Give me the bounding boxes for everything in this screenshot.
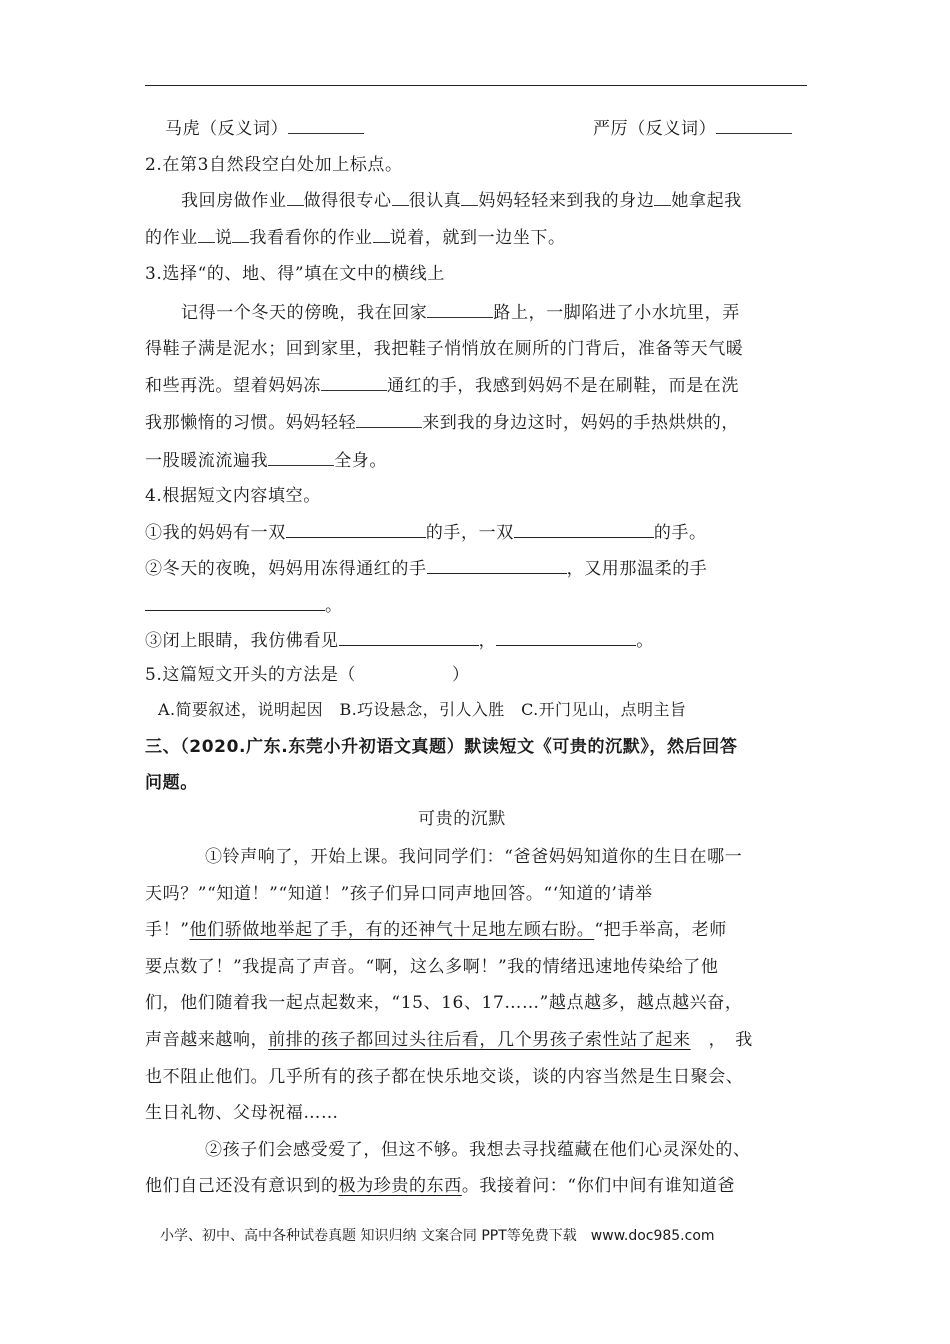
q5-title xyxy=(145,663,807,687)
passage-line: 要点数了！”我提高了声音。“啊，这么多啊！”我的情绪迅速地传染给了他 xyxy=(145,957,719,977)
passage-text: “把手举高，老师 xyxy=(594,920,727,940)
passage-line: 们，他们随着我一起点起数来，“15、16、17……”越点越多，越点越兴奋， xyxy=(145,993,743,1013)
q2-text: 说着，就到一边坐下。 xyxy=(389,228,566,248)
q2-text: 我回房做作业 xyxy=(181,191,287,211)
passage-text: ②孩子们会感受爱了，但这不够。我想去寻找蕴藏在他们心灵深处的、 xyxy=(205,1140,751,1160)
passage-line xyxy=(145,1028,807,1052)
passage-text: ， 我 xyxy=(708,1030,753,1050)
antonym-right: 严厉（反义词） xyxy=(593,119,717,139)
q4-item1 xyxy=(145,520,807,545)
q4-text: 。 xyxy=(636,631,654,651)
antonym-left-blank xyxy=(288,117,364,134)
q3-text: 一股暖流流遍我 xyxy=(145,451,269,471)
answer-blank xyxy=(145,593,325,611)
punct-blank xyxy=(654,189,671,206)
q3-text: 和些再洗。望着妈妈冻 xyxy=(145,376,321,396)
answer-blank xyxy=(514,520,654,538)
fill-blank xyxy=(321,374,387,391)
underlined-sentence: 前排的孩子都回过头往后看，几个男孩子索性站了起来 xyxy=(268,1030,691,1050)
q4-text: ③闭上眼睛，我仿佛看见 xyxy=(145,631,339,651)
q2-text: 做得很专心 xyxy=(303,191,392,211)
punct-blank xyxy=(232,226,249,243)
q3-line3 xyxy=(145,374,807,398)
q3-text: 通红的手，我感到妈妈不是在刷鞋，而是在洗 xyxy=(387,376,739,396)
passage-text: ①铃声响了，开始上课。我问同学们：“爸爸妈妈知道你的生日在哪一 xyxy=(205,847,743,867)
fill-blank xyxy=(356,411,422,428)
q4-item3 xyxy=(145,628,807,653)
underlined-phrase: 极为珍贵的东西 xyxy=(338,1176,462,1196)
q2-text: 的作业 xyxy=(145,228,198,248)
q3-line1 xyxy=(145,301,807,325)
passage-line xyxy=(145,918,807,942)
passage-line: 生日礼物、父母祝福…… xyxy=(145,1103,339,1123)
answer-blank xyxy=(286,520,426,538)
q4-text: ，又用那温柔的手 xyxy=(566,559,708,579)
q3-text: 全身。 xyxy=(334,451,388,471)
header-rule xyxy=(145,85,807,86)
passage-text: 手！” xyxy=(145,920,190,940)
antonym-right-blank xyxy=(716,117,792,134)
underlined-sentence: 他们骄做地举起了手，有的还神气十足地左顾右盼。 xyxy=(189,920,595,940)
q5-text: 5.这篇短文开头的方法是（ xyxy=(145,665,357,685)
passage-line xyxy=(145,1138,807,1162)
punct-blank xyxy=(373,226,390,243)
q4-text: 的手。 xyxy=(653,523,707,543)
fill-blank xyxy=(427,301,493,318)
answer-blank xyxy=(496,628,636,646)
section3-heading: 三、（2020.广东.东莞小升初语文真题）默读短文《可贵的沉默》，然后回答 xyxy=(145,737,738,757)
passage-title: 可贵的沉默 xyxy=(418,809,506,829)
q3-line4 xyxy=(145,411,807,435)
punct-blank xyxy=(198,226,215,243)
q4-item2-cont xyxy=(145,593,807,618)
q4-text: ①我的妈妈有一双 xyxy=(145,523,286,543)
page-footer xyxy=(160,1226,715,1246)
q3-title: 3.选择“的、地、得”填在文中的横线上 xyxy=(145,264,446,284)
q3-text: 路上，一脚陷进了小水坑里，弄 xyxy=(493,303,740,323)
passage-line: 天吗？”“知道！”“知道！”孩子们异口同声地回答。“‘知道的’请举 xyxy=(145,884,653,904)
q4-text: ②冬天的夜晚，妈妈用冻得通红的手 xyxy=(145,559,427,579)
passage-text: 他们自己还没有意识到的 xyxy=(145,1176,339,1196)
passage-text: 。我接着问：“你们中间有谁知道爸 xyxy=(461,1176,736,1196)
q4-item2 xyxy=(145,556,807,581)
q2-text: 很认真 xyxy=(408,191,462,211)
passage-line xyxy=(145,1174,807,1198)
answer-blank xyxy=(339,628,479,646)
punct-blank xyxy=(287,189,304,206)
q3-line2: 得鞋子满是泥水；回到家里，我把鞋子悄悄放在厕所的门背后，准备等天气暖 xyxy=(145,339,744,359)
q2-text: 她拿起我 xyxy=(671,191,742,211)
q4-text: 。 xyxy=(325,596,343,616)
q2-title: 2.在第3自然段空白处加上标点。 xyxy=(145,155,403,175)
q5-options: A.简要叙述，说明起因 B.巧设悬念，引人入胜 C.开门见山，点明主旨 xyxy=(158,700,687,719)
q3-line5 xyxy=(145,449,807,473)
passage-line: 也不阻止他们。几乎所有的孩子都在快乐地交谈，谈的内容当然是生日聚会、 xyxy=(145,1067,744,1087)
section3-heading-cont: 问题。 xyxy=(145,773,198,793)
q2-text: 说 xyxy=(214,228,233,248)
footer-url[interactable]: www.doc985.com xyxy=(590,1228,715,1244)
q5-text: ） xyxy=(452,665,470,685)
q4-title: 4.根据短文内容填空。 xyxy=(145,486,321,506)
q2-text: 我看看你的作业 xyxy=(249,228,373,248)
fill-blank xyxy=(268,449,334,466)
antonym-right-wrap xyxy=(593,117,792,141)
punct-blank xyxy=(392,189,409,206)
q3-text: 记得一个冬天的傍晚，我在回家 xyxy=(181,303,428,323)
q4-text: ， xyxy=(478,631,497,651)
q3-text: 我那懒惰的习惯。妈妈轻轻 xyxy=(145,413,357,433)
q2-line1 xyxy=(145,189,807,213)
antonym-line xyxy=(145,117,807,141)
antonym-left: 马虎（反义词） xyxy=(165,119,289,139)
q2-line2 xyxy=(145,226,807,250)
passage-text: 声音越来越响， xyxy=(145,1030,269,1050)
passage-line xyxy=(145,845,807,869)
q4-text: 的手，一双 xyxy=(425,523,514,543)
q3-text: 来到我的身边这时，妈妈的手热烘烘的， xyxy=(422,413,740,433)
q2-text: 妈妈轻轻来到我的身边 xyxy=(478,191,655,211)
answer-blank xyxy=(427,556,567,574)
footer-text: 小学、初中、高中各种试卷真题 知识归纳 文案合同 PPT等免费下载 xyxy=(160,1228,577,1244)
punct-blank xyxy=(461,189,478,206)
